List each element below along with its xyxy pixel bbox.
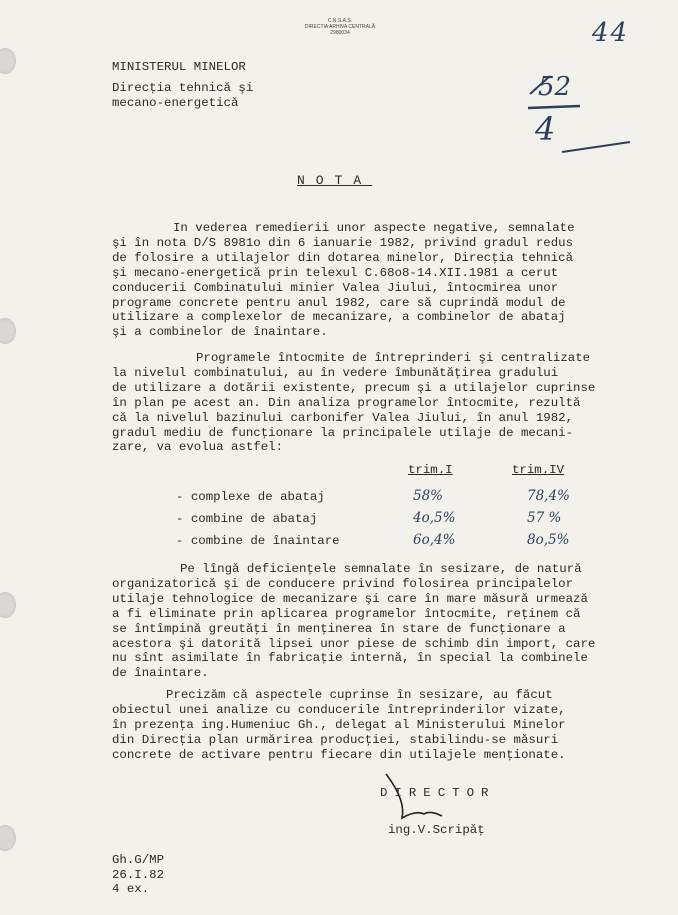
- paragraph-line: în plan pe acest an. Din analiza programelor întocmite, rezultă: [112, 395, 581, 410]
- paragraph-line: utilizare a complexelor de mecanizare, a combinelor de abataj: [112, 310, 566, 325]
- footer-date: 26.I.82: [112, 868, 165, 882]
- document-title: NOTA: [297, 173, 373, 188]
- value-q1: 58%: [413, 488, 444, 504]
- page-number: 44: [592, 18, 630, 48]
- paragraph-line: acestora şi datorită lipsei unor piese de schimb din import, care: [112, 636, 596, 651]
- paragraph-line: organizatorică şi de conducere privind folosirea principalelor: [112, 576, 574, 591]
- signatory-name: ing.V.Scripăţ: [388, 823, 485, 837]
- paragraph-line: zare, va evolua astfel:: [112, 440, 284, 455]
- paragraph-line: conducerii Combinatului minier Valea Jiului, întocmirea unor: [112, 280, 559, 295]
- department-line-2: mecano-energetică: [112, 96, 239, 110]
- column-header-q1: trim.I: [408, 463, 453, 477]
- archive-stamp: C.N.S.A.S. DIRECTIA ARHIVA CENTRALĂ 2980034: [304, 18, 376, 36]
- paragraph-line: gradul mediu de funcţionare la principalele utilaje de mecani-: [112, 425, 574, 440]
- paragraph-line: de folosire a utilajelor din dotarea minelor, Direcţia tehnică: [112, 250, 574, 265]
- paragraph-line: din Direcţia plan urmărirea producţiei, stabilindu-se măsuri: [112, 732, 559, 747]
- signature-title: DIRECTOR: [380, 786, 496, 800]
- row-label: - combine de înaintare: [176, 534, 340, 548]
- paragraph-line: că la nivelul bazinului carbonifer Valea Jiului, în anul 1982,: [112, 410, 574, 425]
- paragraph-line: de utilizare a dotării existente, precum şi a utilajelor cuprinse: [112, 380, 596, 395]
- paragraph-line: Pe lîngă deficienţele semnalate în sesizare, de natură: [180, 562, 582, 576]
- paragraph-line: de înaintare.: [112, 666, 209, 681]
- punch-hole: [0, 48, 16, 74]
- paragraph-line: se întîmpină greutăţi în menţinerea în stare de funcţionare a: [112, 621, 566, 636]
- paragraph-line: Programele întocmite de întreprinderi şi centralizate: [196, 351, 591, 365]
- ministry-name: MINISTERUL MINELOR: [112, 60, 246, 74]
- paragraph-line: concrete de activare pentru fiecare din utilajele menţionate.: [112, 747, 566, 762]
- paragraph-line: a fi eliminate prin aplicarea programelor întocmite, reţinem că: [112, 606, 581, 621]
- punch-hole: [0, 318, 16, 344]
- paragraph-line: obiectul unei analize cu conducerile întreprinderilor vizate,: [112, 702, 566, 717]
- punch-hole: [0, 592, 16, 618]
- margin-note-bottom: 4: [535, 110, 556, 148]
- paragraph-line: nu sînt asimilate în fabricaţie internă, în special la combinele: [112, 651, 588, 666]
- column-header-q4: trim.IV: [512, 463, 565, 477]
- paragraph-line: utilaje tehnologice de mecanizare şi care în mare măsură urmează: [112, 591, 588, 606]
- row-label: - complexe de abataj: [176, 490, 325, 504]
- value-q4: 78,4%: [527, 488, 570, 504]
- value-q4: 8o,5%: [527, 532, 570, 548]
- row-label: - combine de abataj: [176, 512, 318, 526]
- margin-note-top: 52: [538, 72, 572, 102]
- paragraph-line: la nivelul combinatului, au în vedere îmbunătăţirea gradului: [112, 365, 559, 380]
- footer-copies: 4 ex.: [112, 882, 150, 896]
- paragraph-line: şi mecano-energetică prin telexul C.68o8-14.XII.1981 a cerut: [112, 265, 559, 280]
- paragraph-line: In vederea remedierii unor aspecte negative, semnalate: [173, 221, 575, 235]
- paragraph-line: şi a combinelor de înaintare.: [112, 325, 328, 340]
- paragraph-line: programe concrete pentru anul 1982, care să cuprindă modul de: [112, 295, 566, 310]
- paragraph-line: şi în nota D/S 8981o din 6 ianuarie 1982, privind gradul redus: [112, 235, 574, 250]
- paragraph-line: Precizăm că aspectele cuprinse în sesizare, au făcut: [166, 688, 553, 702]
- value-q1: 6o,4%: [413, 532, 456, 548]
- department-line-1: Direcţia tehnică şi: [112, 81, 254, 95]
- punch-hole: [0, 825, 16, 851]
- value-q1: 4o,5%: [413, 510, 456, 526]
- value-q4: 57 %: [527, 510, 562, 526]
- footer-initials: Gh.G/MP: [112, 853, 165, 867]
- paragraph-line: în prezenţa ing.Humeniuc Gh., delegat al Ministerului Minelor: [112, 717, 566, 732]
